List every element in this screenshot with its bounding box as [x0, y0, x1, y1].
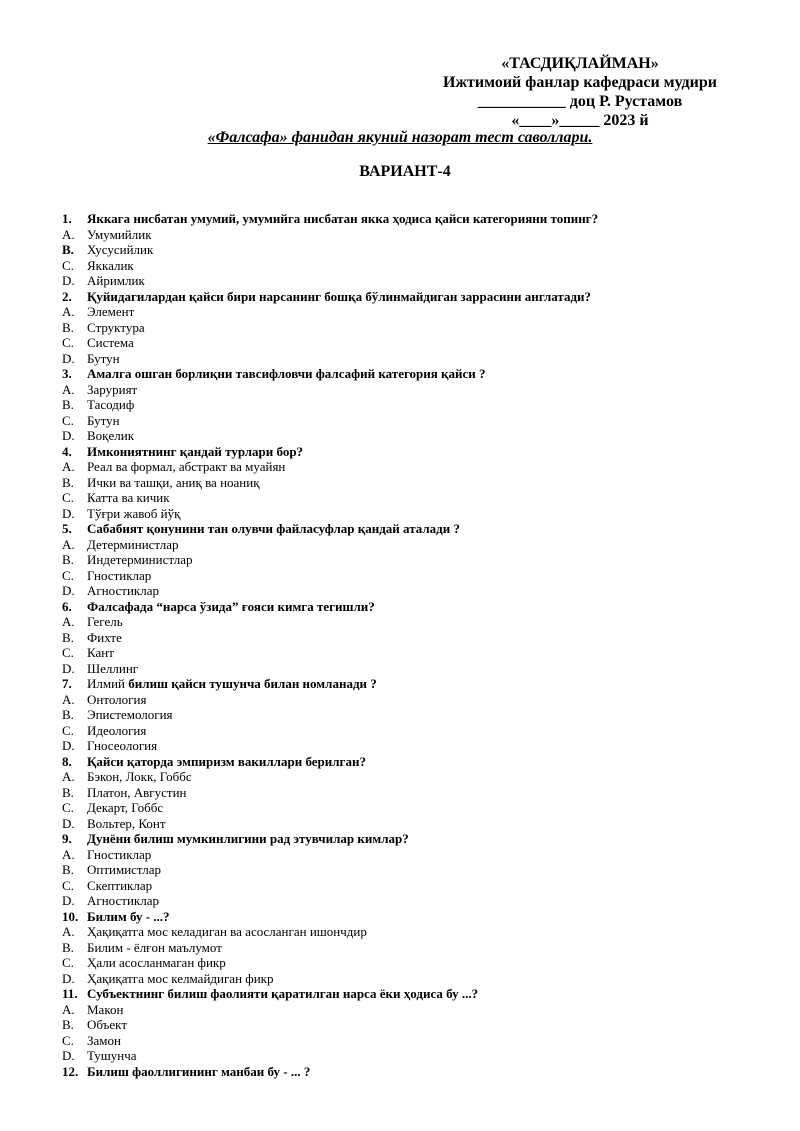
- question-text-main: Амалга ошган борлиқни тавсифловчи фалсафий категория қайси ?: [87, 366, 486, 381]
- option-text: Платон, Августин: [87, 784, 187, 800]
- option-text: Реал ва формал, абстракт ва муайян: [87, 459, 286, 474]
- answer-option: [62, 769, 782, 785]
- option-letter: A.: [62, 691, 75, 707]
- question-number: 3.: [62, 366, 72, 381]
- option-letter: C.: [62, 722, 74, 738]
- question-text: [87, 909, 170, 925]
- option-letter: C.: [62, 645, 74, 660]
- option-text: Ҳақиқатга мос келмайдиган фикр: [87, 970, 274, 986]
- option-text: Онтология: [87, 691, 147, 707]
- option-letter: A.: [62, 769, 75, 784]
- option-letter: D.: [62, 273, 75, 288]
- option-text: Айримлик: [87, 273, 145, 288]
- answer-option: [62, 661, 782, 677]
- option-letter: A.: [62, 459, 75, 474]
- option-letter: C.: [62, 490, 74, 505]
- option-letter: D.: [62, 428, 75, 443]
- option-text: Ҳақиқатга мос келадиган ва асосланган ишончдир: [87, 924, 367, 939]
- variant-title: ВАРИАНТ-4: [359, 163, 451, 180]
- option-letter: D.: [62, 1048, 75, 1063]
- option-text: Хусусийлик: [87, 242, 154, 257]
- option-letter: C.: [62, 877, 74, 893]
- question-text-main: билиш қайси тушунча билан номланади ?: [128, 676, 377, 691]
- option-text: Гностиклар: [87, 567, 152, 583]
- question-number: 11.: [62, 986, 78, 1001]
- answer-option: [62, 847, 782, 863]
- question-text: [87, 676, 377, 692]
- approval-block: [430, 54, 730, 130]
- question-text: [87, 366, 486, 382]
- answer-option: [62, 614, 782, 630]
- option-letter: C.: [62, 567, 74, 583]
- option-letter: B.: [62, 552, 74, 567]
- question-number: 10.: [62, 908, 79, 924]
- option-text: Декарт, Гоббс: [87, 800, 164, 815]
- question-row: [62, 289, 782, 305]
- answer-option: [62, 1033, 782, 1049]
- date-line: «____»_____ 2023 й: [511, 112, 649, 129]
- question-text-main: Имкониятнинг қандай турлари бор?: [87, 443, 304, 459]
- option-letter: B.: [62, 474, 74, 490]
- answer-option: [62, 893, 782, 909]
- option-letter: B.: [62, 939, 74, 955]
- question-row: [62, 211, 782, 227]
- question-row: [62, 1064, 782, 1080]
- question-row: [62, 754, 782, 770]
- answer-option: [62, 397, 782, 413]
- question-text: [87, 754, 366, 770]
- option-letter: C.: [62, 257, 74, 273]
- option-text: Детерминистлар: [87, 536, 179, 552]
- option-letter: D.: [62, 505, 75, 521]
- question-row: [62, 599, 782, 615]
- option-text: Агностиклар: [87, 583, 159, 598]
- answer-option: [62, 955, 782, 971]
- question-text-main: Фалсафада “нарса ўзида” ғояси кимга тегишли?: [87, 598, 375, 614]
- option-text: Оптимистлар: [87, 862, 162, 877]
- option-text: Идеология: [87, 722, 147, 738]
- answer-option: [62, 273, 782, 289]
- signature-line: ___________ доц Р. Рустамов: [477, 93, 683, 110]
- question-row: [62, 444, 782, 460]
- option-text: Ҳали асосланмаган фикр: [87, 955, 226, 970]
- option-letter: A.: [62, 924, 75, 939]
- question-row: [62, 676, 782, 692]
- option-text: Гностиклар: [87, 846, 152, 862]
- option-text: Яккалик: [87, 257, 134, 273]
- option-text: Агностиклар: [87, 893, 159, 908]
- option-text: Зарурият: [87, 381, 138, 397]
- option-text: Катта ва кичик: [87, 490, 170, 505]
- option-text: Элемент: [87, 304, 135, 319]
- option-text: Система: [87, 335, 134, 350]
- answer-option: [62, 320, 782, 336]
- answer-option: [62, 552, 782, 568]
- option-letter: B.: [62, 629, 74, 645]
- option-text: Гегель: [87, 614, 123, 629]
- option-text: Бутун: [87, 350, 120, 366]
- option-letter: D.: [62, 738, 75, 753]
- question-row: [62, 986, 782, 1002]
- option-letter: B.: [62, 862, 74, 877]
- option-text: Эпистемология: [87, 707, 173, 722]
- question-number: 6.: [62, 598, 72, 614]
- question-text: [87, 521, 460, 537]
- approval-title: «ТАСДИҚЛАЙМАН»: [501, 55, 659, 72]
- option-letter: C.: [62, 1032, 74, 1048]
- answer-option: [62, 351, 782, 367]
- answer-option: [62, 971, 782, 987]
- option-letter: A.: [62, 614, 75, 629]
- question-text: [87, 831, 409, 847]
- option-letter: D.: [62, 970, 75, 986]
- question-number: 5.: [62, 521, 72, 536]
- option-letter: D.: [62, 350, 75, 366]
- answer-option: [62, 645, 782, 661]
- question-number: 2.: [62, 288, 72, 304]
- option-text: Воқелик: [87, 428, 135, 443]
- answer-option: [62, 428, 782, 444]
- option-letter: D.: [62, 893, 75, 908]
- option-text: Вольтер, Конт: [87, 815, 166, 831]
- answer-option: [62, 583, 782, 599]
- option-letter: A.: [62, 381, 75, 397]
- option-letter: D.: [62, 583, 75, 598]
- answer-option: [62, 413, 782, 429]
- question-number: 8.: [62, 753, 72, 769]
- option-text: Макон: [87, 1001, 124, 1017]
- option-text: Замон: [87, 1032, 121, 1048]
- question-number: 1.: [62, 211, 72, 226]
- answer-option: [62, 537, 782, 553]
- answer-option: [62, 785, 782, 801]
- option-text: Структура: [87, 319, 145, 335]
- answer-option: [62, 568, 782, 584]
- question-list: [62, 211, 782, 1079]
- question-text-prefix: Илмий: [87, 676, 129, 691]
- question-text-main: Яккага нисбатан умумий, умумийга нисбатан якка ҳодиса қайси категорияни топинг?: [87, 211, 599, 226]
- question-number: 12.: [62, 1063, 79, 1079]
- option-letter: B.: [62, 397, 74, 412]
- question-number: 4.: [62, 443, 72, 459]
- question-text-main: Билим бу - ...?: [87, 908, 170, 924]
- answer-option: [62, 258, 782, 274]
- answer-option: [62, 475, 782, 491]
- question-row: [62, 366, 782, 382]
- answer-option: [62, 382, 782, 398]
- option-text: Кант: [87, 645, 114, 660]
- option-letter: C.: [62, 955, 74, 970]
- option-text: Гносеология: [87, 738, 158, 753]
- department-head-position: Ижтимоий фанлар кафедраси мудири: [443, 74, 717, 91]
- option-letter: B.: [62, 1017, 74, 1032]
- answer-option: [62, 1048, 782, 1064]
- answer-option: [62, 1002, 782, 1018]
- option-letter: D.: [62, 660, 75, 676]
- subject-title: «Фалсафа» фанидан якуний назорат тест саволлари.: [207, 129, 593, 146]
- question-text: [87, 289, 591, 305]
- answer-option: [62, 242, 782, 258]
- option-text: Тўғри жавоб йўқ: [87, 505, 181, 521]
- question-text-main: Субъектнинг билиш фаолияти қаратилган нарса ёки ҳодиса бу ...?: [87, 986, 479, 1001]
- option-text: Фихте: [87, 629, 122, 645]
- question-row: [62, 521, 782, 537]
- option-letter: B.: [62, 784, 74, 800]
- question-row: [62, 831, 782, 847]
- option-letter: A.: [62, 1001, 75, 1017]
- answer-option: [62, 304, 782, 320]
- question-text-main: Қуйидагилардан қайси бири нарсанинг бошқа бўлинмайдиган заррасини англатади?: [87, 288, 592, 304]
- answer-option: [62, 490, 782, 506]
- option-text: Шеллинг: [87, 660, 139, 676]
- answer-option: [62, 335, 782, 351]
- option-letter: A.: [62, 304, 75, 319]
- option-letter: A.: [62, 846, 75, 862]
- option-text: Скептиклар: [87, 877, 153, 893]
- option-text: Тушунча: [87, 1048, 137, 1063]
- answer-option: [62, 940, 782, 956]
- option-letter: B.: [62, 707, 74, 722]
- option-letter: C.: [62, 412, 74, 428]
- answer-option: [62, 506, 782, 522]
- option-text: Умумийлик: [87, 226, 152, 242]
- question-text: [87, 444, 303, 460]
- answer-option: [62, 862, 782, 878]
- question-text-main: Дунёни билиш мумкинлигини рад этувчилар кимлар?: [87, 831, 409, 846]
- question-text: [87, 1064, 310, 1080]
- answer-option: [62, 924, 782, 940]
- question-text: [87, 211, 598, 227]
- option-letter: D.: [62, 815, 75, 831]
- option-letter: B.: [62, 242, 74, 257]
- answer-option: [62, 692, 782, 708]
- question-text-main: Қайси қаторда эмпиризм вакиллари берилган?: [87, 753, 366, 769]
- answer-option: [62, 816, 782, 832]
- answer-option: [62, 800, 782, 816]
- option-text: Билим - ёлғон маълумот: [87, 939, 222, 955]
- question-row: [62, 909, 782, 925]
- option-text: Индетерминистлар: [87, 552, 193, 567]
- answer-option: [62, 1017, 782, 1033]
- option-text: Ички ва ташқи, аниқ ва ноаниқ: [87, 474, 260, 490]
- option-text: Бэкон, Локк, Гоббс: [87, 769, 192, 784]
- option-letter: C.: [62, 335, 74, 350]
- answer-option: [62, 630, 782, 646]
- option-letter: B.: [62, 319, 74, 335]
- option-text: Объект: [87, 1017, 127, 1032]
- answer-option: [62, 738, 782, 754]
- option-letter: A.: [62, 536, 75, 552]
- question-text-main: Сабабият қонунини тан олувчи файласуфлар қандай аталади ?: [87, 521, 460, 536]
- option-text: Тасодиф: [87, 397, 135, 412]
- option-letter: C.: [62, 800, 74, 815]
- answer-option: [62, 723, 782, 739]
- question-number: 7.: [62, 676, 72, 691]
- question-text: [87, 986, 478, 1002]
- answer-option: [62, 227, 782, 243]
- question-text-main: Билиш фаоллигининг манбаи бу - ... ?: [87, 1063, 311, 1079]
- answer-option: [62, 878, 782, 894]
- answer-option: [62, 459, 782, 475]
- answer-option: [62, 707, 782, 723]
- question-text: [87, 599, 375, 615]
- option-text: Бутун: [87, 412, 120, 428]
- question-number: 9.: [62, 831, 72, 846]
- option-letter: A.: [62, 226, 75, 242]
